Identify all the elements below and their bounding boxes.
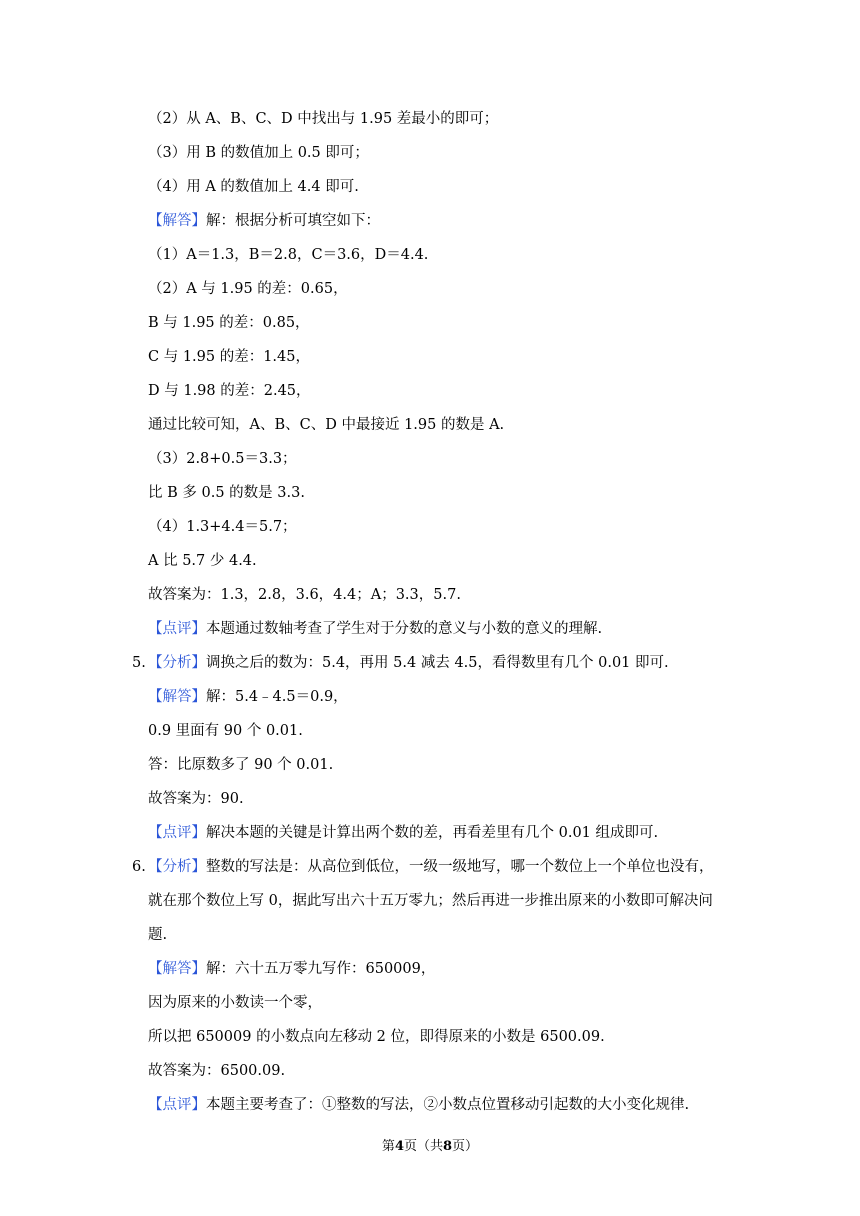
q6-answer-3: 所以把 650009 的小数点向左移动 2 位，即得原来的小数是 6500.09.: [148, 1029, 605, 1045]
q4-answer-8: 比 B 多 0.5 的数是 3.3.: [148, 485, 305, 501]
q4-answer-10: A 比 5.7 少 4.4.: [148, 553, 257, 569]
comment-text: 解决本题的关键是计算出两个数的差，再看差里有几个 0.01 组成即可.: [206, 825, 659, 841]
q4-analysis-line-2: （2）从 A、B、C、D 中找出与 1.95 差最小的即可；: [148, 111, 499, 127]
q6-number: 6.: [132, 859, 146, 875]
q6-analysis-line-3: 题.: [148, 927, 168, 943]
comment-text: 本题通过数轴考查了学生对于分数的意义与小数的意义的理解.: [206, 621, 603, 637]
q4-answer-2: （2）A 与 1.95 的差：0.65，: [148, 281, 348, 297]
q4-answer-1: （1）A＝1.3，B＝2.8，C＝3.6，D＝4.4.: [148, 247, 429, 263]
q4-answer-11: 故答案为：1.3，2.8，3.6，4.4；A；3.3，5.7.: [148, 587, 461, 603]
q6-answer-4: 故答案为：6500.09.: [148, 1063, 286, 1079]
answer-tag: 【解答】: [148, 213, 206, 229]
answer-text: 解：根据分析可填空如下：: [206, 213, 380, 229]
q4-answer-5: D 与 1.98 的差：2.45，: [148, 383, 311, 399]
q5-comment-line: [148, 823, 658, 843]
q4-answer-6: 通过比较可知，A、B、C、D 中最接近 1.95 的数是 A.: [148, 417, 505, 433]
q4-analysis-line-3: （3）用 B 的数值加上 0.5 即可；: [148, 145, 369, 161]
q6-analysis-line-2: 就在那个数位上写 0，据此写出六十五万零九；然后再进一步推出原来的小数即可解决问: [148, 893, 713, 909]
footer-middle: 页（共: [403, 1139, 443, 1154]
q4-answer-3: B 与 1.95 的差：0.85，: [148, 315, 310, 331]
footer-prefix: 第: [381, 1139, 395, 1154]
analysis-text: 整数的写法是：从高位到低位，一级一级地写，哪一个数位上一个单位也没有，: [206, 859, 714, 875]
q5-analysis-line: [148, 653, 669, 673]
answer-text: 解：六十五万零九写作：650009，: [206, 961, 436, 977]
answer-text: 解：5.4﹣4.5＝0.9，: [206, 689, 348, 705]
q5-answer-2: 0.9 里面有 90 个 0.01.: [148, 723, 303, 739]
q4-answer-7: （3）2.8+0.5＝3.3；: [148, 451, 297, 467]
comment-tag: 【点评】: [148, 825, 206, 841]
q5-answer-3: 答：比原数多了 90 个 0.01.: [148, 757, 334, 773]
comment-text: 本题主要考查了：①整数的写法，②小数点位置移动引起数的大小变化规律.: [206, 1097, 690, 1113]
q6-answer-line: [148, 959, 435, 979]
analysis-text: 调换之后的数为：5.4，再用 5.4 减去 4.5，看得数里有几个 0.01 即可.: [206, 655, 669, 671]
q5-number: 5.: [132, 655, 146, 671]
q6-comment-line: [148, 1095, 689, 1115]
comment-tag: 【点评】: [148, 1097, 206, 1113]
q5-answer-4: 故答案为：90.: [148, 791, 244, 807]
analysis-tag: 【分析】: [148, 655, 206, 671]
answer-tag: 【解答】: [148, 961, 206, 977]
q4-comment-line: [148, 619, 602, 639]
q6-analysis-line: [148, 857, 714, 877]
q4-analysis-line-4: （4）用 A 的数值加上 4.4 即可.: [148, 179, 359, 195]
q6-answer-2: 因为原来的小数读一个零，: [148, 995, 322, 1011]
footer-page-number: 4: [394, 1139, 404, 1154]
q4-answer-line: [148, 211, 380, 231]
page-footer: [0, 1138, 860, 1156]
q5-answer-line: [148, 687, 348, 707]
answer-tag: 【解答】: [148, 689, 206, 705]
footer-total-pages: 8: [443, 1139, 453, 1154]
q4-answer-4: C 与 1.95 的差：1.45，: [148, 349, 310, 365]
analysis-tag: 【分析】: [148, 859, 206, 875]
comment-tag: 【点评】: [148, 621, 206, 637]
q4-answer-9: （4）1.3+4.4＝5.7；: [148, 519, 297, 535]
footer-suffix: 页）: [452, 1139, 479, 1154]
